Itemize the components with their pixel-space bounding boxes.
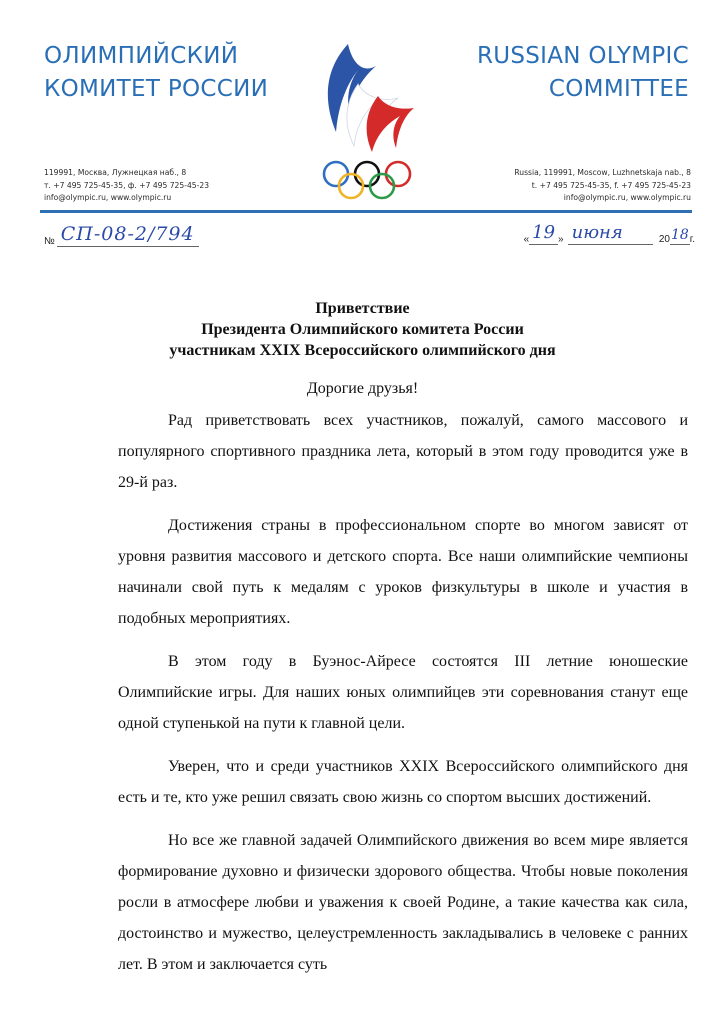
letter-body xyxy=(118,405,688,980)
body-paragraph: Но все же главной задачей Олимпийского движения во всем мире является формирование духовно и физически здорового общества. Чтобы новые поколения росли в атмосфере любви и уважения к своей Родине, а такие качества как сила, достоинство и мужество, целеустремленность закладывались в человеке с ранних лет. В этом и заключается суть xyxy=(118,832,688,973)
org-name-en-line2: COMMITTEE xyxy=(548,76,689,102)
date-year-prefix: 20 xyxy=(658,234,670,245)
contact-line: 119991, Москва, Лужнецкая наб., 8 xyxy=(44,168,187,177)
body-paragraph: В этом году в Буэнос-Айресе состоятся III летние юношеские Олимпийские игры. Для наших юных олимпийцев эти соревнования станут еще одной ступенькой на пути к главной цели. xyxy=(118,653,688,732)
date-month: июня xyxy=(568,222,653,245)
contact-line: t. +7 495 725-45-35, f. +7 495 725-45-23 xyxy=(531,180,691,190)
date-year-label: г. xyxy=(689,234,695,245)
flame-icon xyxy=(328,44,414,152)
contact-line: info@olympic.ru, www.olympic.ru xyxy=(563,193,691,202)
body-paragraph: Достижения страны в профессиональном спорте во многом зависят от уровня развития массового и детского спорта. Все наши олимпийские чемпионы начинали свой путь к медалям с уроков физкультуры в школе и участия в подобных мероприятиях. xyxy=(118,517,688,627)
header-divider xyxy=(40,210,692,213)
title-line1: Приветствие xyxy=(315,300,410,317)
roc-emblem-logo xyxy=(318,40,416,200)
org-name-ru-line2: КОМИТЕТ РОССИИ xyxy=(44,76,269,102)
date-day: 19 xyxy=(529,222,558,245)
title-line2: Президента Олимпийского комитета России xyxy=(201,321,524,338)
body-paragraph: Уверен, что и среди участников XXIX Всероссийского олимпийского дня есть и те, кто уже решил связать свою жизнь со спортом высших достижений. xyxy=(118,758,688,806)
document-date xyxy=(524,222,695,245)
date-year-suffix: 18 xyxy=(670,227,689,243)
date-open-quote: « xyxy=(523,234,530,245)
org-name-english xyxy=(477,40,689,106)
reference-number-label: № xyxy=(44,236,55,247)
olympic-rings-icon xyxy=(324,162,410,198)
reference-number-value: СП-08-2/794 xyxy=(57,223,199,247)
date-close-quote: » xyxy=(558,234,564,245)
contact-line: info@olympic.ru, www.olympic.ru xyxy=(44,193,172,202)
reference-number xyxy=(44,223,199,247)
document-title xyxy=(0,298,725,361)
org-name-ru-line1: ОЛИМПИЙСКИЙ xyxy=(44,43,239,69)
contact-line: Russia, 119991, Moscow, Luzhnetskaja nab., 8 xyxy=(514,168,691,177)
contacts-english xyxy=(514,167,691,205)
title-line3: участникам XXIX Всероссийского олимпийского дня xyxy=(169,342,556,359)
contact-line: т. +7 495 725-45-35, ф. +7 495 725-45-23 xyxy=(44,180,210,190)
body-paragraph: Рад приветствовать всех участников, пожалуй, самого массового и популярного спортивного праздника лета, который в этом году проводится уже в 29-й раз. xyxy=(118,412,688,491)
org-name-russian xyxy=(44,40,268,106)
contacts-russian xyxy=(44,167,209,205)
org-name-en-line1: RUSSIAN OLYMPIC xyxy=(476,43,689,69)
greeting: Дорогие друзья! xyxy=(306,380,419,397)
